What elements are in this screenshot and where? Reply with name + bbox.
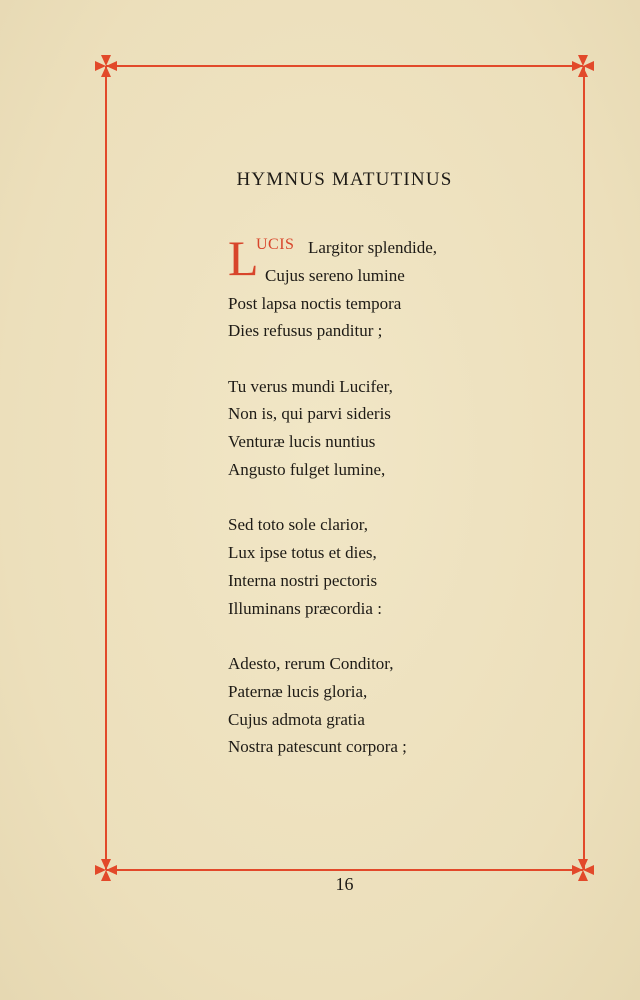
verse-line: Cujus sereno lumine [265,265,405,285]
verse-line: Sed toto sole clarior, [228,515,369,535]
frame-right-rule [583,66,585,870]
verse-line: Cujus admota gratia [228,709,365,729]
verse-line: Dies refusus panditur ; [228,321,383,341]
verse-line: Non is, qui parvi sideris [228,404,391,424]
verse-line: Adesto, rerum Conditor, [228,654,394,674]
cross-pattee-icon [571,54,595,78]
page-number: 16 [335,874,354,894]
stanza [228,650,568,761]
stanza [228,230,568,345]
stanza [228,511,568,622]
cross-pattee-icon [94,54,118,78]
verse-line: Post lapsa noctis tempora [228,293,402,313]
frame-bottom-rule [106,869,583,871]
verse-line: Nostra patescunt corpora ; [228,737,407,757]
initial-small-caps: UCIS [256,236,295,253]
frame-top-rule [106,65,583,67]
stanza [228,373,568,484]
verse-line: Illuminans præcordia : [228,598,382,618]
poem [228,230,568,789]
verse-line: Angusto fulget lumine, [228,460,386,480]
verse-line: Interna nostri pectoris [228,570,378,590]
verse-line: Lux ipse totus et dies, [228,543,377,563]
verse-line: Tu verus mundi Lucifer, [228,376,393,396]
verse-line: Venturæ lucis nuntius [228,432,376,452]
hymn-title: HYMNUS MATUTINUS [236,169,453,190]
verse-line: Paternæ lucis gloria, [228,681,368,701]
drop-cap: L [228,230,259,286]
first-line-text: Largitor splendide, [308,238,438,257]
